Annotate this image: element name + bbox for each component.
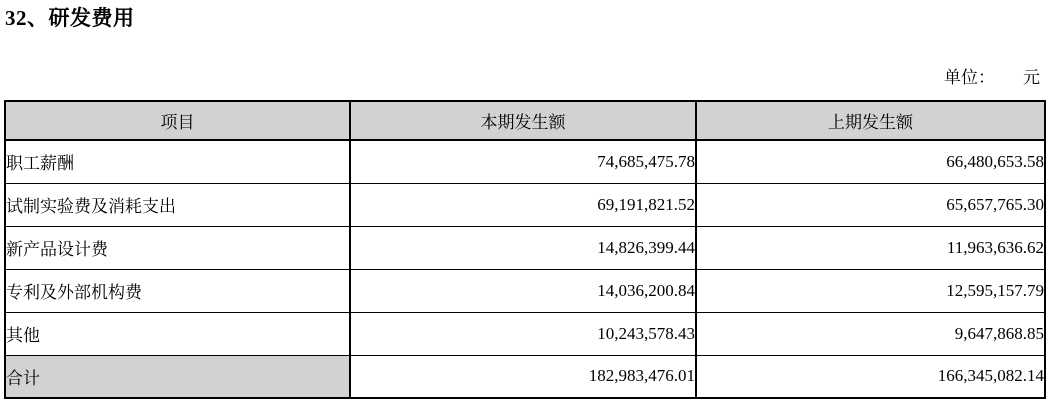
unit-value: 元: [1023, 68, 1040, 87]
cell-item: 试制实验费及消耗支出: [5, 183, 350, 226]
cell-item: 合计: [5, 355, 350, 398]
unit-line: [0, 63, 1052, 88]
section-title: 32、研发费用: [5, 6, 135, 30]
column-header-current-period: 本期发生额: [350, 101, 696, 140]
rd-expense-table: [4, 100, 1046, 399]
cell-prior: 9,647,868.85: [696, 312, 1045, 355]
cell-current: 14,036,200.84: [350, 269, 696, 312]
table-row: [5, 269, 1045, 312]
total-row: [5, 355, 1045, 398]
table-row: [5, 183, 1045, 226]
cell-item: 其他: [5, 312, 350, 355]
cell-item: 职工薪酬: [5, 140, 350, 183]
cell-current: 69,191,821.52: [350, 183, 696, 226]
cell-current: 74,685,475.78: [350, 140, 696, 183]
cell-prior: 12,595,157.79: [696, 269, 1045, 312]
cell-current: 10,243,578.43: [350, 312, 696, 355]
header-row: [5, 101, 1045, 140]
table-row: [5, 140, 1045, 183]
column-header-item: 项目: [5, 101, 350, 140]
table-row: [5, 312, 1045, 355]
cell-current: 182,983,476.01: [350, 355, 696, 398]
document-page: [0, 2, 1052, 413]
table-body: [5, 140, 1045, 398]
cell-prior: 166,345,082.14: [696, 355, 1045, 398]
cell-prior: 66,480,653.58: [696, 140, 1045, 183]
table-header: [5, 101, 1045, 140]
cell-prior: 65,657,765.30: [696, 183, 1045, 226]
cell-prior: 11,963,636.62: [696, 226, 1045, 269]
unit-label: 单位：: [944, 68, 995, 87]
cell-item: 专利及外部机构费: [5, 269, 350, 312]
cell-current: 14,826,399.44: [350, 226, 696, 269]
column-header-prior-period: 上期发生额: [696, 101, 1045, 140]
cell-item: 新产品设计费: [5, 226, 350, 269]
table-row: [5, 226, 1045, 269]
